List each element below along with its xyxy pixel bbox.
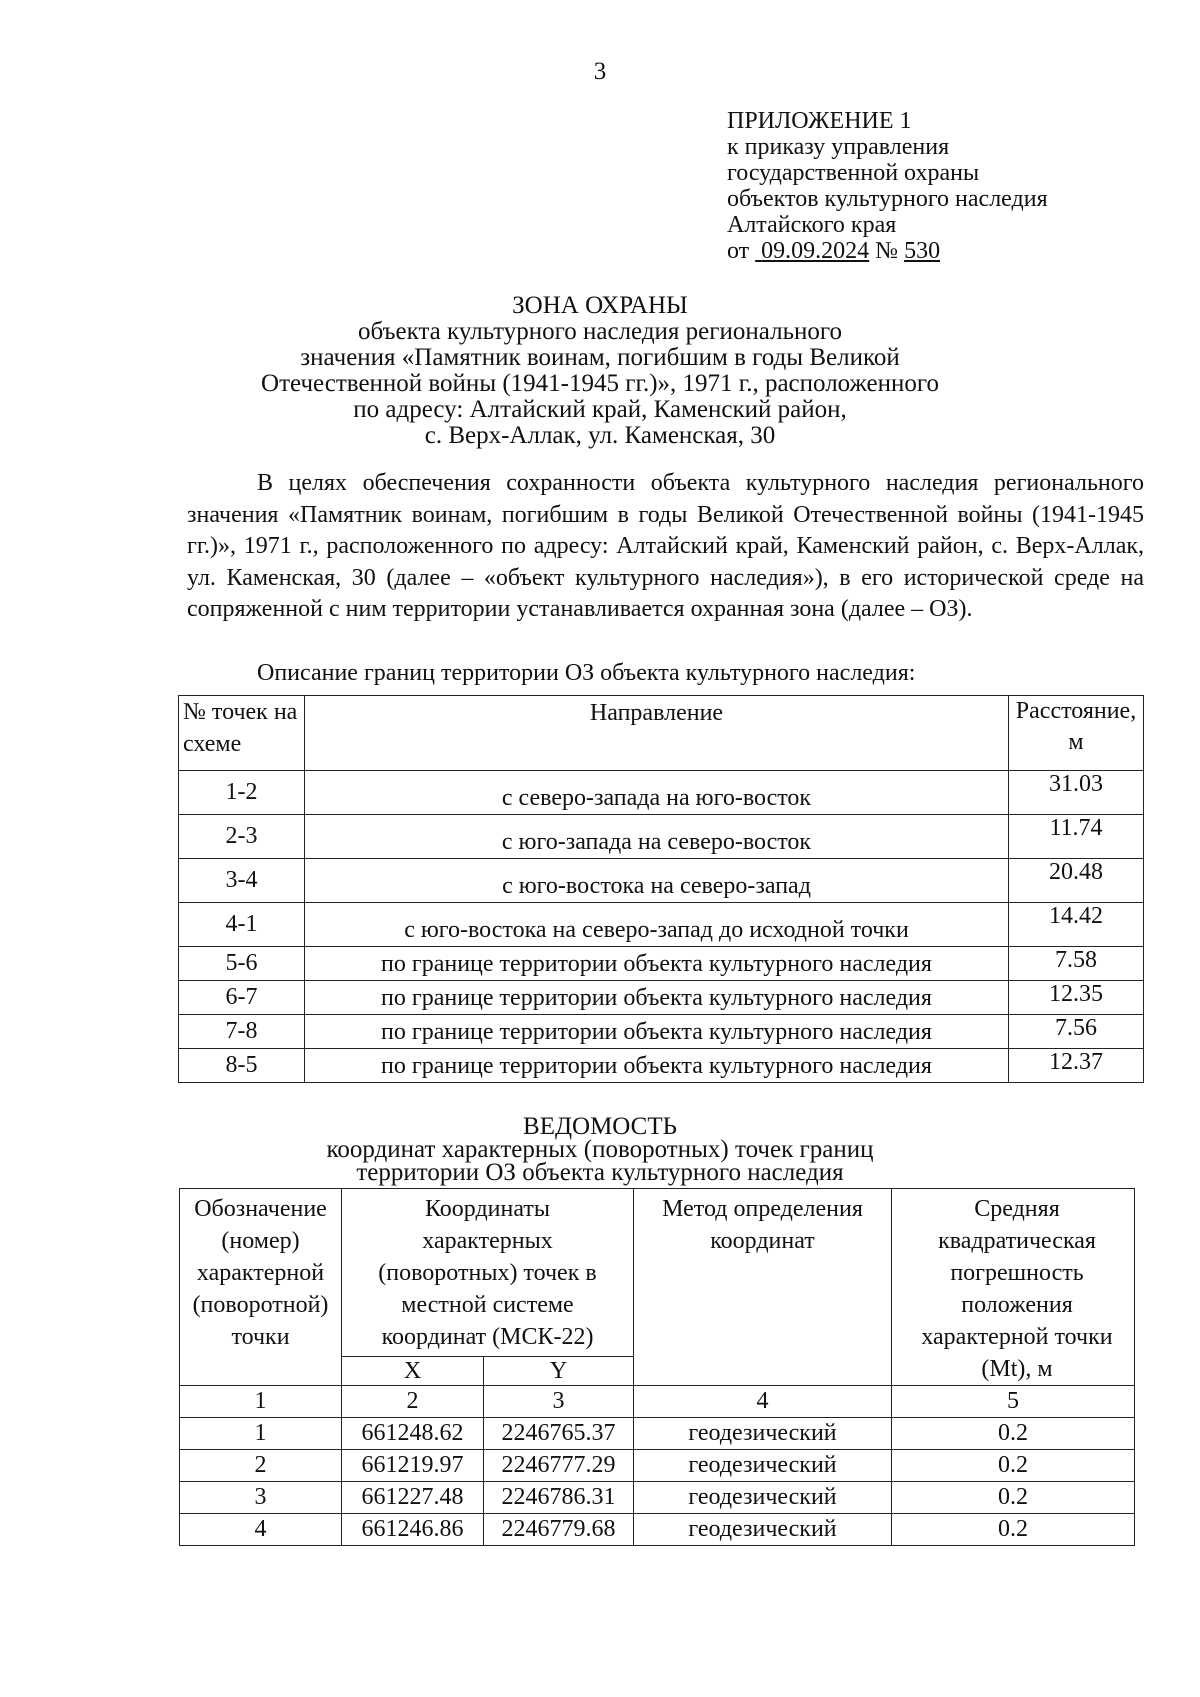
row-points: 3-4 (179, 859, 305, 903)
zone-subtitle-line: с. Верх-Аллак, ул. Каменская, 30 (424, 422, 776, 449)
zone-subtitle-line: объекта культурного наследия регионального (358, 318, 842, 345)
coordinates-table (179, 1188, 1135, 1546)
zone-subtitle-line: Отечественной войны (1941-1945 гг.)», 1971 г., расположенного (261, 370, 939, 397)
coordinate-row (180, 1482, 1135, 1514)
header-error: Средняя квадратическая погрешность положения характерной точки (Mt), м (892, 1189, 1135, 1386)
row-points: 4-1 (179, 903, 305, 947)
coordinates-body (180, 1418, 1135, 1546)
appendix-title: ПРИЛОЖЕНИЕ 1 (727, 108, 912, 134)
row-distance: 11.74 (1009, 815, 1144, 859)
column-number: 2 (342, 1386, 484, 1418)
column-number: 1 (180, 1386, 342, 1418)
row-distance: 7.56 (1009, 1015, 1144, 1049)
row-distance: 20.48 (1009, 859, 1144, 903)
number-prefix: № (875, 238, 899, 264)
header-coords: Координаты характерных (поворотных) точек в местной системе координат (МСК-22) (342, 1189, 634, 1357)
column-number: 4 (634, 1386, 892, 1418)
zone-subtitle-line: значения «Памятник воинам, погибшим в годы Великой (300, 344, 900, 371)
header-distance: Расстояние, м (1009, 696, 1144, 771)
row-direction: с юго-востока на северо-запад (305, 859, 1009, 903)
row-method: геодезический (634, 1482, 892, 1514)
boundaries-table (178, 695, 1144, 1083)
row-point: 3 (180, 1482, 342, 1514)
row-error: 0.2 (892, 1482, 1135, 1514)
header-direction: Направление (305, 696, 1009, 771)
row-method: геодезический (634, 1514, 892, 1546)
row-x: 661248.62 (342, 1418, 484, 1450)
order-number: 530 (904, 238, 941, 264)
row-y: 2246779.68 (484, 1514, 634, 1546)
boundaries-body (179, 771, 1144, 1083)
row-point: 2 (180, 1450, 342, 1482)
boundaries-caption: Описание границ территории ОЗ объекта культурного наследия: (257, 660, 916, 686)
row-point: 4 (180, 1514, 342, 1546)
row-direction: с юго-запада на северо-восток (305, 815, 1009, 859)
boundary-row (179, 771, 1144, 815)
row-y: 2246786.31 (484, 1482, 634, 1514)
row-points: 8-5 (179, 1049, 305, 1083)
row-distance: 7.58 (1009, 947, 1144, 981)
row-x: 661219.97 (342, 1450, 484, 1482)
boundary-row (179, 859, 1144, 903)
row-direction: с северо-запада на юго-восток (305, 771, 1009, 815)
row-y: 2246765.37 (484, 1418, 634, 1450)
boundary-row (179, 1049, 1144, 1083)
column-number: 3 (484, 1386, 634, 1418)
statement-title: ВЕДОМОСТЬ (523, 1113, 677, 1140)
page-number: 3 (593, 58, 607, 85)
statement-subtitle-line: территории ОЗ объекта культурного наследия (356, 1159, 844, 1186)
coordinate-row (180, 1514, 1135, 1546)
row-direction: по границе территории объекта культурного наследия (305, 981, 1009, 1015)
header-points: № точек на схеме (179, 696, 305, 771)
boundary-row (179, 815, 1144, 859)
row-y: 2246777.29 (484, 1450, 634, 1482)
row-points: 5-6 (179, 947, 305, 981)
header-designation: Обозначение (номер) характерной (поворотной) точки (180, 1189, 342, 1386)
zone-subtitle-line: по адресу: Алтайский край, Каменский район, (353, 396, 847, 423)
row-distance: 31.03 (1009, 771, 1144, 815)
statement-subtitle-line: координат характерных (поворотных) точек границ (326, 1136, 874, 1163)
appendix-line: к приказу управления (727, 134, 950, 160)
row-points: 1-2 (179, 771, 305, 815)
appendix-block (727, 108, 1048, 264)
coordinate-row (180, 1418, 1135, 1450)
row-points: 7-8 (179, 1015, 305, 1049)
coordinate-row (180, 1450, 1135, 1482)
row-direction: с юго-востока на северо-запад до исходной точки (305, 903, 1009, 947)
statement-heading (150, 1115, 1050, 1184)
appendix-line: объектов культурного наследия (727, 186, 1048, 212)
row-direction: по границе территории объекта культурного наследия (305, 1049, 1009, 1083)
row-x: 661246.86 (342, 1514, 484, 1546)
row-error: 0.2 (892, 1450, 1135, 1482)
boundary-row (179, 947, 1144, 981)
intro-paragraph: В целях обеспечения сохранности объекта культурного наследия регионального значения «Памятник воинам, погибшим в годы Великой Отечественной войны (1941-1945 гг.)», 1971 г., расположенного по адресу: Алтайский край, Каменский район, с. Верх-Аллак, ул. Каменская, 30 (далее – «объект культурного наследия»), в его исторической среде на сопряженной с ним территории устанавливается охранная зона (далее – ОЗ). (187, 470, 1144, 622)
appendix-date-line (727, 238, 1048, 264)
row-x: 661227.48 (342, 1482, 484, 1514)
row-points: 6-7 (179, 981, 305, 1015)
row-direction: по границе территории объекта культурного наследия (305, 947, 1009, 981)
row-direction: по границе территории объекта культурного наследия (305, 1015, 1009, 1049)
header-x: X (342, 1356, 484, 1385)
order-date: 09.09.2024 (761, 238, 870, 264)
row-error: 0.2 (892, 1514, 1135, 1546)
row-distance: 14.42 (1009, 903, 1144, 947)
appendix-line: Алтайского края (727, 212, 897, 238)
boundary-row (179, 903, 1144, 947)
row-point: 1 (180, 1418, 342, 1450)
date-prefix: от (727, 238, 750, 264)
boundary-row (179, 1015, 1144, 1049)
zone-heading (150, 293, 1050, 449)
row-error: 0.2 (892, 1418, 1135, 1450)
row-distance: 12.37 (1009, 1049, 1144, 1083)
header-y: Y (484, 1356, 634, 1385)
row-method: геодезический (634, 1450, 892, 1482)
row-method: геодезический (634, 1418, 892, 1450)
column-number: 5 (892, 1386, 1135, 1418)
row-distance: 12.35 (1009, 981, 1144, 1015)
row-points: 2-3 (179, 815, 305, 859)
boundary-row (179, 981, 1144, 1015)
header-method: Метод определения координат (634, 1189, 892, 1386)
zone-title: ЗОНА ОХРАНЫ (512, 292, 688, 319)
appendix-line: государственной охраны (727, 160, 980, 186)
